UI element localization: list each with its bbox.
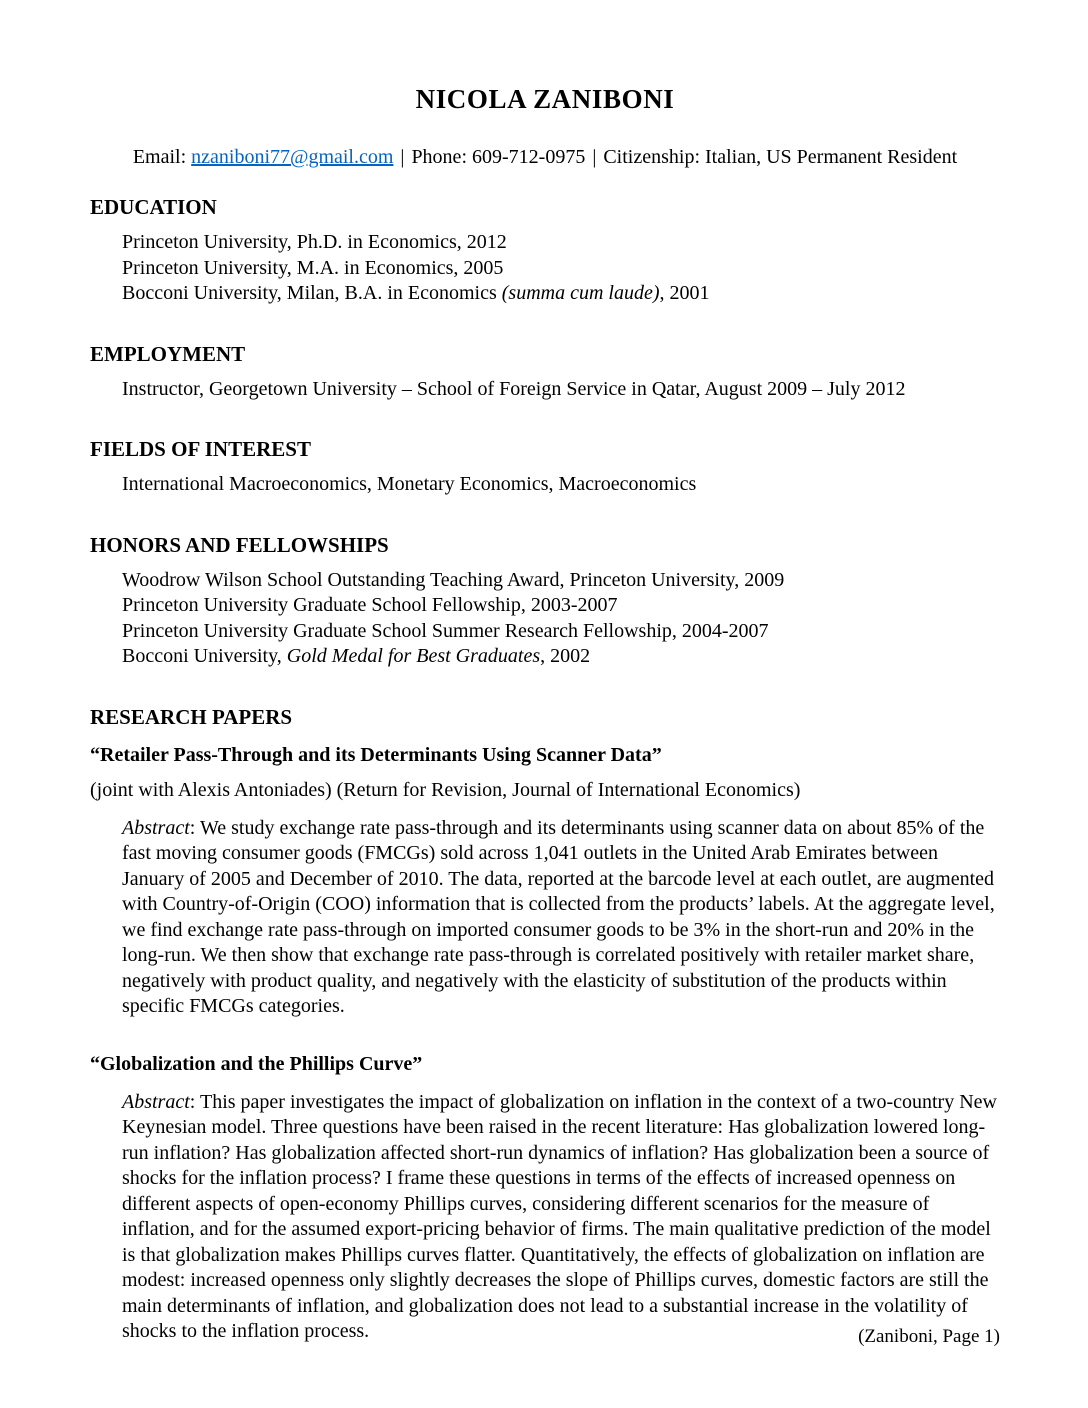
- citizenship-text: Citizenship: Italian, US Permanent Resident: [603, 146, 958, 168]
- contact-separator: |: [400, 146, 405, 168]
- education-item: Princeton University, Ph.D. in Economics, 2012: [122, 231, 507, 253]
- section-employment: [90, 343, 1000, 403]
- paper-title: “Retailer Pass-Through and its Determinants Using Scanner Data”: [90, 743, 662, 766]
- honors-item: Bocconi University, Gold Medal for Best Graduates, 2002: [122, 645, 591, 667]
- fields-item: International Macroeconomics, Monetary Economics, Macroeconomics: [122, 473, 697, 495]
- section-fields-of-interest: [90, 438, 1000, 498]
- honors-item: Princeton University Graduate School Summer Research Fellowship, 2004-2007: [122, 619, 769, 642]
- contact-line: [90, 145, 1000, 170]
- honors-heading: HONORS AND FELLOWSHIPS: [90, 532, 389, 557]
- section-research-papers: [90, 706, 1000, 1345]
- research-heading: RESEARCH PAPERS: [90, 704, 293, 729]
- honors-item: Princeton University Graduate School Fellowship, 2003-2007: [122, 594, 618, 616]
- email-label: Email:: [132, 146, 187, 168]
- employment-heading: EMPLOYMENT: [90, 341, 246, 366]
- section-education: [90, 196, 1000, 307]
- phone-text: Phone: 609-712-0975: [411, 146, 586, 168]
- honors-item: Woodrow Wilson School Outstanding Teaching Award, Princeton University, 2009: [122, 568, 785, 591]
- employment-item: Instructor, Georgetown University – School of Foreign Service in Qatar, August 2009 – July 2012: [122, 377, 906, 400]
- education-item: Princeton University, M.A. in Economics, 2005: [122, 256, 504, 279]
- education-item: Bocconi University, Milan, B.A. in Economics (summa cum laude), 2001: [122, 282, 710, 304]
- abstract-label: Abstract: [122, 816, 190, 839]
- abstract-label: Abstract: [122, 1090, 190, 1113]
- education-heading: EDUCATION: [90, 195, 217, 219]
- paper-byline: (joint with Alexis Antoniades) (Return for Revision, Journal of International Economics): [90, 778, 801, 801]
- research-paper-1: [90, 743, 1000, 1020]
- research-paper-2: [90, 1052, 1000, 1345]
- section-honors: [90, 534, 1000, 670]
- paper-title: “Globalization and the Phillips Curve”: [90, 1052, 423, 1075]
- contact-separator: |: [592, 146, 597, 168]
- page-number: (Zaniboni, Page 1): [858, 1326, 1000, 1347]
- paper-abstract: Abstract: This paper investigates the impact of globalization on inflation in the context of a two-country New Keynesian model. Three questions have been raised in the recent literature: Has globalization lowered long-run inflation? Has globalization affected short-run dynamics of inflation? Has globalization been a source of shocks for the inflation process? I frame these questions in terms of the effects of increased openness on different aspects of open-economy Phillips curves, considering different scenarios for the measure of inflation, and for the assumed export-pricing behavior of firms. The main qualitative prediction of the model is that globalization makes Phillips curves flatter. Quantitatively, the effects of globalization on inflation are modest: increased openness only slightly decreases the slope of Phillips curves, domestic factors are still the main determinants of inflation, and globalization does not lead to a substantial increase in the volatility of shocks to the inflation process.: [122, 1090, 997, 1342]
- fields-heading: FIELDS OF INTEREST: [90, 437, 311, 461]
- email-link[interactable]: nzaniboni77@gmail.com: [191, 146, 394, 168]
- page-title: NICOLA ZANIBONI: [415, 84, 675, 114]
- paper-abstract: Abstract: We study exchange rate pass-through and its determinants using scanner data on about 85% of the fast moving consumer goods (FMCGs) sold across 1,041 outlets in the United Arab Emirates between January of 2005 and December of 2010. The data, reported at the barcode level at each outlet, are augmented with Country-of-Origin (COO) information that is collected from the products’ labels. At the aggregate level, we find exchange rate pass-through on imported consumer goods to be 3% in the short-run and 20% in the long-run. We then show that exchange rate pass-through is correlated positively with retailer market share, negatively with product quality, and negatively with the elasticity of substitution of the products within specific FMCGs categories.: [122, 816, 995, 1017]
